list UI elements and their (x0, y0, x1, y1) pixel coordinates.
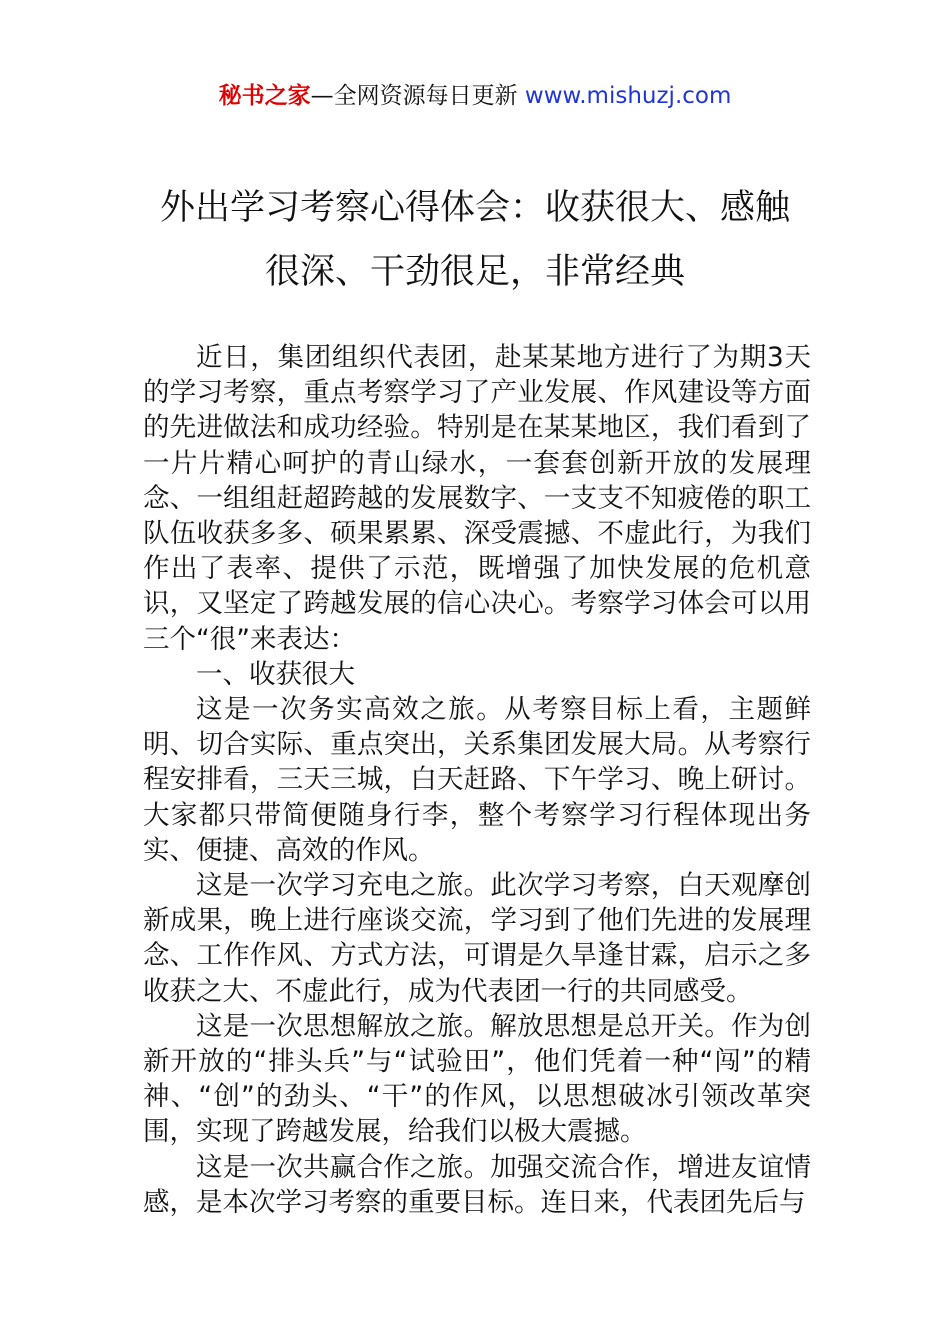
paragraph-efficient-trip: 这是一次务实高效之旅。从考察目标上看，主题鲜明、切合实际、重点突出，关系集团发展大局。从考察行程安排看，三天三城，白天赶路、下午学习、晚上研讨。大家都只带简便随身行李，整个考察学习行程体现出务实、便捷、高效的作风。 (143, 694, 811, 866)
intro-paragraph: 近日，集团组织代表团，赴某某地方进行了为期3天的学习考察，重点考察学习了产业发展、作风建设等方面的先进做法和成功经验。特别是在某某地区，我们看到了一片片精心呵护的青山绿水，一套套创新开放的发展理念、一组组赶超跨越的发展数字、一支支不知疲倦的职工队伍收获多多、硕果累累、深受震撼、不虚此行，为我们作出了表率、提供了示范，既增强了加快发展的危机意识，又坚定了跨越发展的信心决心。考察学习体会可以用三个“很”来表达： (143, 342, 811, 655)
site-header (0, 80, 950, 112)
website-link[interactable]: www.mishuzj.com (524, 83, 732, 109)
section-heading: 一、收获很大 (196, 658, 355, 690)
header-tagline: 全网资源每日更新 (333, 83, 518, 109)
document-body (143, 340, 811, 1220)
paragraph-learning-trip: 这是一次学习充电之旅。此次学习考察，白天观摩创新成果，晚上进行座谈交流，学习到了他们先进的发展理念、工作作风、方式方法，可谓是久旱逢甘霖，启示之多收获之大、不虚此行，成为代表团一行的共同感受。 (143, 870, 811, 1007)
title-line-2: 很深、干劲很足，非常经典 (264, 252, 685, 292)
paragraph-liberation-trip: 这是一次思想解放之旅。解放思想是总开关。作为创新开放的“排头兵”与“试验田”，他们凭着一种“闯”的精神、“创”的劲头、“干”的作风，以思想破冰引领改革突围，实现了跨越发展，给我们以极大震撼。 (143, 1010, 811, 1148)
header-dash: — (310, 83, 334, 109)
title-line-1: 外出学习考察心得体会：收获很大、感触 (159, 188, 790, 228)
document-title (0, 176, 950, 304)
site-brand: 秘书之家 (218, 83, 311, 109)
paragraph-cooperation-trip: 这是一次共赢合作之旅。加强交流合作，增进友谊情感，是本次学习考察的重要目标。连日来，代表团先后与 (143, 1151, 811, 1218)
